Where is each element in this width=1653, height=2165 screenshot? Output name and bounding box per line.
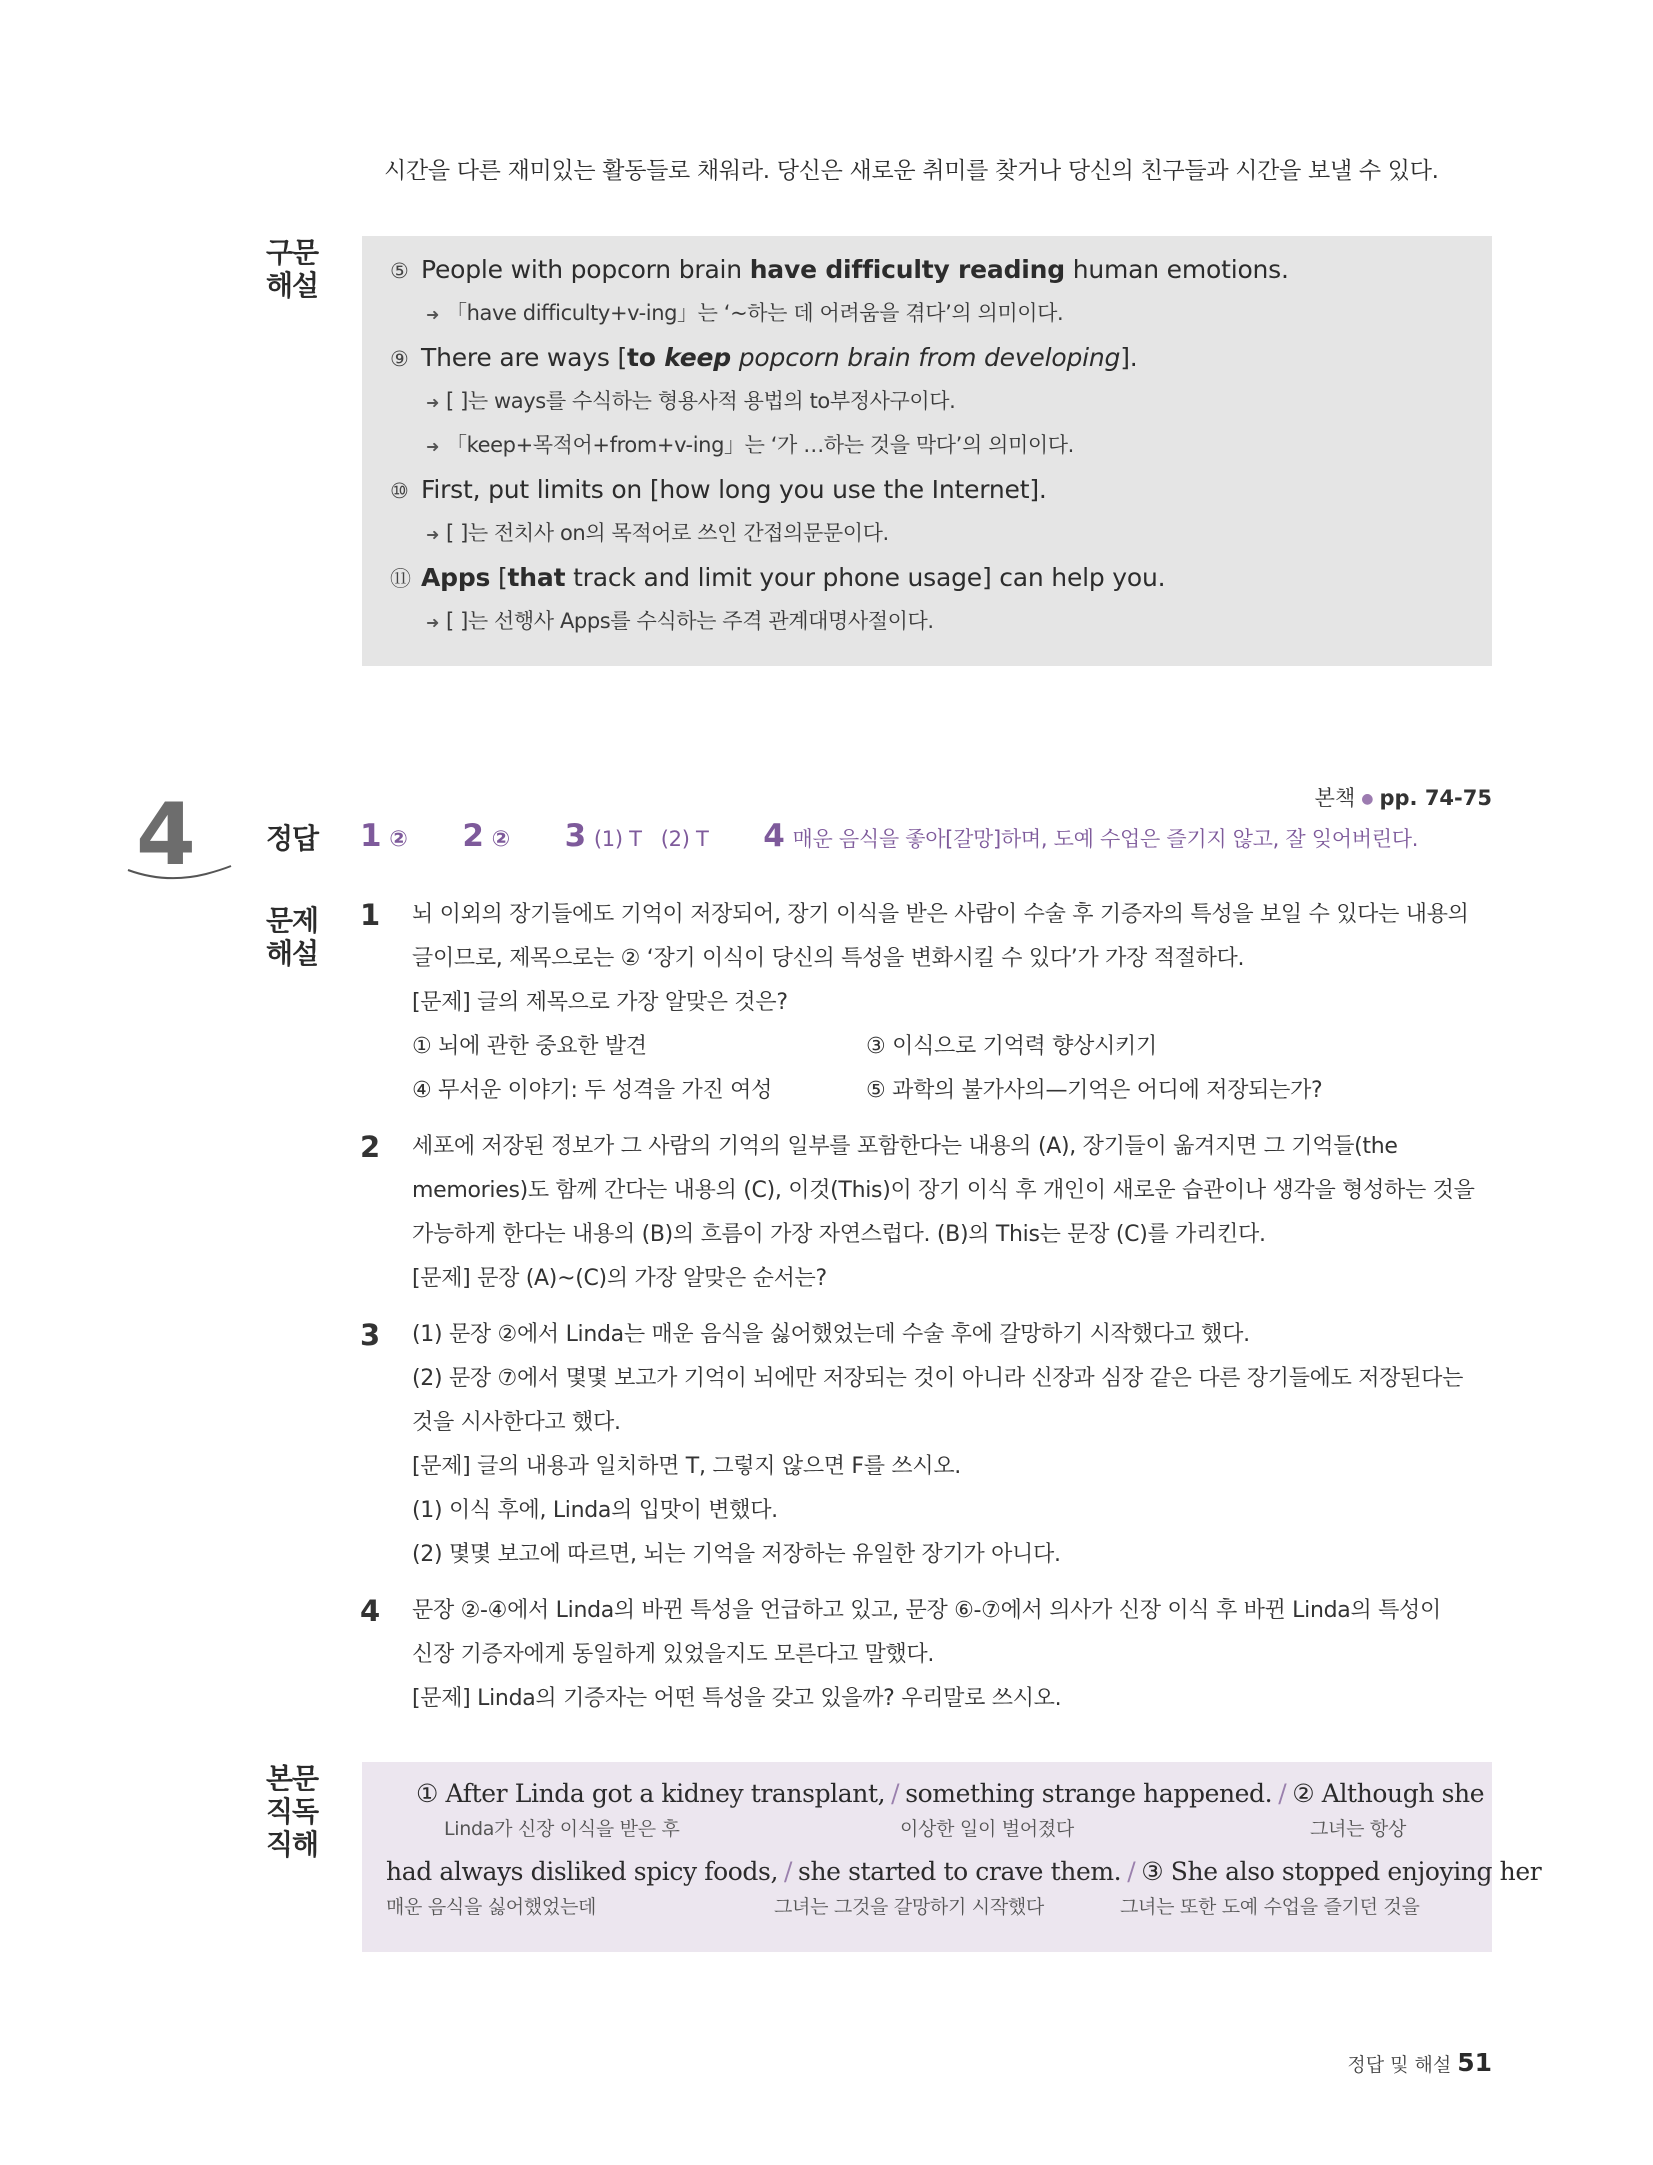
footer-text: 정답 및 해설 xyxy=(1347,2054,1452,2076)
dot-separator-icon: ● xyxy=(1361,791,1374,807)
reading-label-line3: 직해 xyxy=(266,1828,319,1861)
problem-3-line: (2) 문장 ⑦에서 몇몇 보고가 기억이 뇌에만 저장되는 것이 아니라 신장과 심장 같은 다른 장기들에도 저장된다는 xyxy=(412,1366,1464,1391)
english-chunk: something strange happened. xyxy=(905,1779,1273,1808)
syntax-note-text: 「keep+목적어+from+v-ing」는 ‘가 …하는 것을 막다’의 의미이다. xyxy=(446,433,1074,457)
item-text: track and limit your phone usage] can help you. xyxy=(565,563,1166,592)
swoosh-decoration-icon xyxy=(126,862,236,892)
reading-english-line-2 xyxy=(386,1856,1541,1888)
problem-1-option: ③ 이식으로 기억력 향상시키기 xyxy=(866,1034,1157,1059)
syntax-note xyxy=(426,298,1063,330)
syntax-item-11 xyxy=(390,562,1165,595)
problem-4-line: 문장 ②-④에서 Linda의 바뀐 특성을 언급하고 있고, 문장 ⑥-⑦에서 의사가 신장 이식 후 바뀐 Linda의 특성이 xyxy=(412,1598,1441,1623)
korean-gloss: 매운 음식을 싫어했었는데 xyxy=(386,1896,597,1918)
problem-1-line: 뇌 이외의 장기들에도 기억이 저장되어, 장기 이식을 받은 사람이 수술 후 기증자의 특성을 보일 수 있다는 내용의 xyxy=(412,902,1469,927)
syntax-note xyxy=(426,430,1074,462)
syntax-note xyxy=(426,518,889,550)
top-translation-text: 시간을 다른 재미있는 활동들로 채워라. 당신은 새로운 취미를 찾거나 당신의 친구들과 시간을 보낼 수 있다. xyxy=(384,158,1439,184)
problem-4-question: [문제] Linda의 기증자는 어떤 특성을 갖고 있을까? 우리말로 쓰시오. xyxy=(412,1686,1062,1711)
english-chunk: had always disliked spicy foods, xyxy=(386,1857,779,1886)
item-text: ]. xyxy=(1120,343,1138,372)
syntax-note xyxy=(426,386,955,418)
book-page-reference xyxy=(1100,782,1492,812)
item-text: There are ways [ xyxy=(421,343,628,372)
answer-2-number: 2 xyxy=(462,818,484,854)
chunk-separator: / xyxy=(1278,1779,1287,1808)
problem-1-line: 글이므로, 제목으로는 ② ‘장기 이식이 당신의 특성을 변화시킬 수 있다’가 가장 적절하다. xyxy=(412,946,1245,971)
problem-3-statement: (2) 몇몇 보고에 따르면, 뇌는 기억을 저장하는 유일한 장기가 아니다. xyxy=(412,1542,1061,1567)
item-bold-text: have difficulty reading xyxy=(749,255,1065,284)
problem-2-line: 가능하게 한다는 내용의 (B)의 흐름이 가장 자연스럽다. (B)의 This는 문장 (C)를 가리킨다. xyxy=(412,1222,1266,1247)
arrow-icon: ➜ xyxy=(426,437,440,456)
book-ref-pages: pp. 74-75 xyxy=(1379,786,1492,810)
english-chunk: ② Although she xyxy=(1292,1779,1485,1808)
syntax-label-line1: 구문 xyxy=(266,236,319,269)
unit-number: 4 xyxy=(136,785,196,885)
korean-gloss: 그녀는 그것을 갈망하기 시작했다 xyxy=(774,1896,1044,1918)
answer-4-number: 4 xyxy=(763,818,785,854)
page-number: 51 xyxy=(1457,2048,1492,2077)
item-number: ⑤ xyxy=(390,259,409,283)
problem-1-option: ④ 무서운 이야기: 두 성격을 가진 여성 xyxy=(412,1078,773,1103)
chunk-separator: / xyxy=(784,1857,793,1886)
answer-3-number: 3 xyxy=(564,818,586,854)
item-text: First, put limits on [how long you use the Internet]. xyxy=(421,475,1047,504)
syntax-note-text: [ ]는 선행사 Apps를 수식하는 주격 관계대명사절이다. xyxy=(446,609,934,633)
problem-1-number: 1 xyxy=(360,898,381,932)
book-ref-prefix: 본책 xyxy=(1314,786,1356,810)
korean-gloss: 이상한 일이 벌어졌다 xyxy=(900,1818,1074,1840)
item-bold-text: Apps xyxy=(421,563,491,592)
item-text: People with popcorn brain xyxy=(421,255,750,284)
syntax-item-9 xyxy=(390,342,1138,375)
item-italic-text: popcorn brain from developing xyxy=(731,343,1121,372)
syntax-explanation-box xyxy=(362,236,1492,666)
problem-1-option: ⑤ 과학의 불가사의—기억은 어디에 저장되는가? xyxy=(866,1078,1323,1103)
syntax-note-text: [ ]는 ways를 수식하는 형용사적 용법의 to부정사구이다. xyxy=(446,389,956,413)
problem-3-question: [문제] 글의 내용과 일치하면 T, 그렇지 않으면 F를 쓰시오. xyxy=(412,1454,961,1479)
problem-1-question: [문제] 글의 제목으로 가장 알맞은 것은? xyxy=(412,990,788,1015)
item-text: human emotions. xyxy=(1064,255,1289,284)
problem-3-number: 3 xyxy=(360,1318,381,1352)
arrow-icon: ➜ xyxy=(426,613,440,632)
item-text: [ xyxy=(490,563,508,592)
english-chunk: ① After Linda got a kidney transplant, xyxy=(416,1779,886,1808)
korean-gloss: 그녀는 항상 xyxy=(1310,1818,1407,1840)
answer-4-value: 매운 음식을 좋아[갈망]하며, 도예 수업은 즐기지 않고, 잘 잊어버린다. xyxy=(792,827,1419,851)
item-number: ⑪ xyxy=(390,567,411,591)
answer-2-value: ② xyxy=(491,827,510,852)
problem-4-line: 신장 기증자에게 동일하게 있었을지도 모른다고 말했다. xyxy=(412,1642,935,1667)
problem-2-question: [문제] 문장 (A)~(C)의 가장 알맞은 순서는? xyxy=(412,1266,827,1291)
reading-translation-box xyxy=(362,1762,1542,1952)
arrow-icon: ➜ xyxy=(426,525,440,544)
arrow-icon: ➜ xyxy=(426,305,440,324)
korean-gloss: 그녀는 또한 도예 수업을 즐기던 것을 xyxy=(1120,1896,1420,1918)
korean-gloss: Linda가 신장 이식을 받은 후 xyxy=(444,1818,680,1840)
item-bold-italic-text: keep xyxy=(664,343,732,372)
answer-1-number: 1 xyxy=(360,818,382,854)
problem-3-line: (1) 문장 ②에서 Linda는 매운 음식을 싫어했었는데 수술 후에 갈망하기 시작했다고 했다. xyxy=(412,1322,1250,1347)
english-chunk: she started to crave them. xyxy=(798,1857,1122,1886)
problem-2-line: 세포에 저장된 정보가 그 사람의 기억의 일부를 포함한다는 내용의 (A), 장기들이 옮겨지면 그 기억들(the xyxy=(412,1134,1398,1159)
reading-label-line1: 본문 xyxy=(266,1762,319,1795)
reading-label-line2: 직독 xyxy=(266,1795,319,1828)
problem-3-line: 것을 시사한다고 했다. xyxy=(412,1410,621,1435)
item-bold-text: that xyxy=(507,563,566,592)
syntax-item-5 xyxy=(390,254,1289,287)
answer-3-value: (1) T (2) T xyxy=(593,827,709,851)
syntax-item-10 xyxy=(390,474,1047,507)
answer-row xyxy=(360,818,1418,858)
syntax-section-label xyxy=(266,236,318,302)
answer-1-value: ② xyxy=(389,827,408,852)
problem-1-option: ① 뇌에 관한 중요한 발견 xyxy=(412,1034,647,1059)
problem-3-statement: (1) 이식 후에, Linda의 입맛이 변했다. xyxy=(412,1498,778,1523)
problem-label-line1: 문제 xyxy=(266,904,319,937)
problem-section-label xyxy=(266,904,318,970)
problem-label-line2: 해설 xyxy=(266,937,319,970)
problem-4-number: 4 xyxy=(360,1594,381,1628)
chunk-separator: / xyxy=(891,1779,900,1808)
chunk-separator: / xyxy=(1127,1857,1136,1886)
syntax-note-text: [ ]는 전치사 on의 목적어로 쓰인 간접의문문이다. xyxy=(446,521,889,545)
item-bold-text: to xyxy=(627,343,665,372)
reading-section-label xyxy=(266,1762,318,1861)
item-number: ⑩ xyxy=(390,479,409,503)
answer-label: 정답 xyxy=(266,822,319,855)
english-chunk: ③ She also stopped enjoying her xyxy=(1141,1857,1542,1886)
syntax-note xyxy=(426,606,934,638)
item-number: ⑨ xyxy=(390,347,409,371)
syntax-label-line2: 해설 xyxy=(266,269,319,302)
problem-2-number: 2 xyxy=(360,1130,381,1164)
problem-2-line: memories)도 함께 간다는 내용의 (C), 이것(This)이 장기 이식 후 개인이 새로운 습관이나 생각을 형성하는 것을 xyxy=(412,1178,1475,1203)
syntax-note-text: 「have difficulty+v-ing」는 ‘~하는 데 어려움을 겪다’의 의미이다. xyxy=(446,301,1064,325)
page-footer xyxy=(1300,2048,1492,2077)
reading-english-line-1 xyxy=(416,1778,1484,1810)
arrow-icon: ➜ xyxy=(426,393,440,412)
